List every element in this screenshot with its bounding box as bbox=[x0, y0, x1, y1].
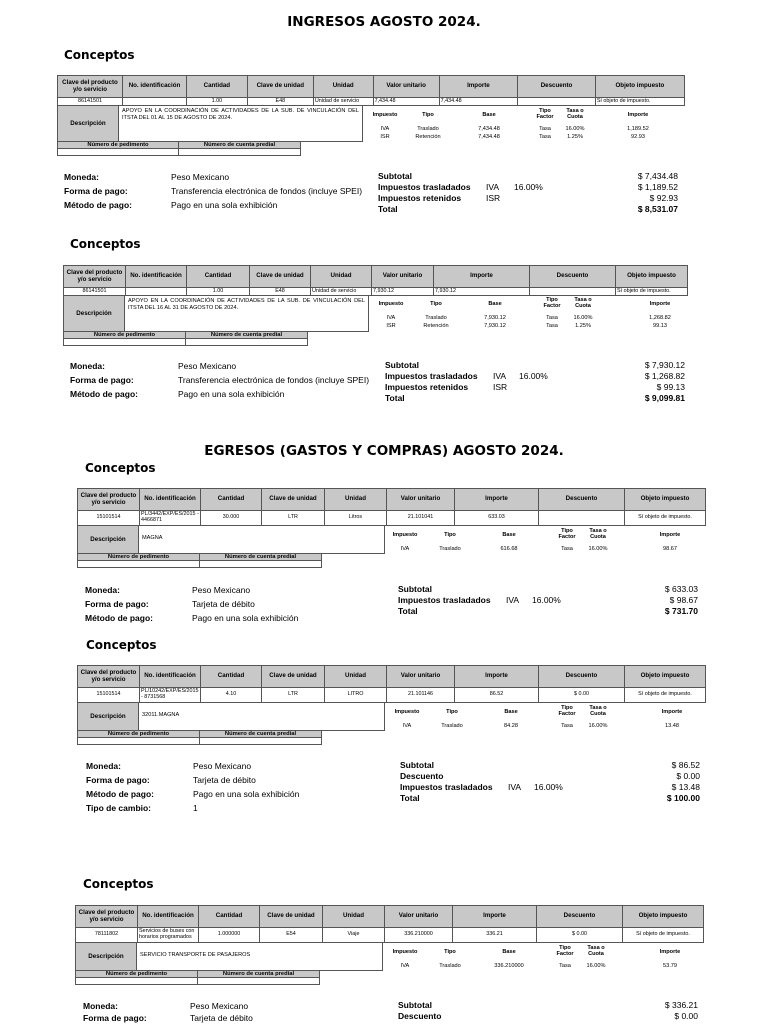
totals bbox=[400, 760, 700, 806]
moneda-label: Moneda: bbox=[86, 761, 121, 771]
pedimento-label: Número de pedimento bbox=[77, 731, 200, 738]
tax-impuesto: IVA bbox=[400, 546, 410, 552]
tax-tasa: 16.00% bbox=[573, 315, 593, 321]
col-valor-unitario: Valor unitario bbox=[385, 906, 453, 928]
tax-col-factor: Tipo Factor bbox=[536, 108, 554, 121]
description-label: Descripción bbox=[77, 526, 139, 554]
col-importe: Importe bbox=[434, 266, 530, 288]
concept-header-table bbox=[75, 905, 704, 943]
tax-base: 7,434.48 bbox=[478, 126, 500, 132]
conceptos-heading: Conceptos bbox=[83, 877, 154, 891]
tax-breakdown bbox=[370, 108, 685, 148]
cell-importe: 336.21 bbox=[453, 928, 537, 943]
cuenta-predial-value bbox=[186, 339, 308, 346]
cell-clave: 78111802 bbox=[76, 928, 138, 943]
tax-tasa: 16.00% bbox=[586, 963, 606, 969]
metodo-pago-value: Pago en una sola exhibición bbox=[192, 613, 299, 623]
cell-unidad: Litros bbox=[325, 511, 387, 526]
tax-col-base: Base bbox=[502, 949, 516, 955]
cuenta-predial-label: Número de cuenta predial bbox=[179, 142, 301, 149]
tax-col-factor: Tipo Factor bbox=[556, 945, 574, 958]
concept-header-table bbox=[77, 665, 706, 703]
cell-clave: 15101514 bbox=[78, 511, 140, 526]
pedimento-value-row bbox=[77, 561, 705, 568]
cell-no-id bbox=[126, 288, 187, 296]
descuento-value: $ 0.00 bbox=[674, 1011, 698, 1021]
total-value: $ 731.70 bbox=[664, 606, 698, 616]
tax-col-base: Base bbox=[502, 532, 516, 538]
metodo-pago-label: Método de pago: bbox=[85, 613, 153, 623]
col-clave-producto: Clave del producto y/o servicio bbox=[58, 76, 123, 98]
totals bbox=[378, 171, 678, 217]
tax-col-impuesto: Impuesto bbox=[394, 709, 420, 715]
col-no-identificacion: No. identificación bbox=[140, 666, 201, 688]
trasladados-impuesto: IVA bbox=[506, 595, 520, 605]
tax-col-factor: Tipo Factor bbox=[558, 528, 576, 541]
cell-cantidad: 1.000000 bbox=[199, 928, 260, 943]
cell-descuento bbox=[530, 288, 616, 296]
tax-importe: 1,189.52 bbox=[627, 126, 649, 132]
total-label: Total bbox=[400, 793, 420, 803]
trasladados-impuesto: IVA bbox=[486, 182, 500, 192]
egresos-title: EGRESOS (GASTOS Y COMPRAS) AGOSTO 2024. bbox=[204, 443, 564, 459]
description-text: APOYO EN LA COORDINACIÓN DE ACTIVIDADES DE LA SUB. DE VINCULACIÓN DEL ITSTA DEL 01 AL 15 DE AGOSTO DE 2024. bbox=[119, 106, 363, 142]
cell-unidad: LITRO bbox=[325, 688, 387, 703]
cell-objeto: Sí objeto de impuesto. bbox=[616, 288, 688, 296]
forma-pago-label: Forma de pago: bbox=[86, 775, 150, 785]
total-value: $ 9,099.81 bbox=[644, 393, 685, 403]
col-importe: Importe bbox=[453, 906, 537, 928]
trasladados-tasa: 16.00% bbox=[519, 371, 548, 381]
pedimento-value bbox=[63, 339, 186, 346]
cell-objeto: Sí objeto de impuesto. bbox=[623, 928, 704, 943]
col-no-identificacion: No. identificación bbox=[138, 906, 199, 928]
subtotal-label: Subtotal bbox=[398, 584, 432, 594]
forma-pago-value: Tarjeta de débito bbox=[192, 599, 255, 609]
col-importe: Importe bbox=[439, 76, 518, 98]
retenidos-label: Impuestos retenidos bbox=[378, 193, 462, 203]
tax-tasa: 1.25% bbox=[567, 134, 583, 140]
col-cantidad: Cantidad bbox=[201, 489, 262, 511]
moneda-label: Moneda: bbox=[70, 361, 105, 371]
description-label: Descripción bbox=[77, 703, 139, 731]
col-cantidad: Cantidad bbox=[186, 76, 247, 98]
col-unidad: Unidad bbox=[313, 76, 373, 98]
conceptos-heading: Conceptos bbox=[85, 461, 156, 475]
trasladados-label: Impuestos trasladados bbox=[385, 371, 478, 381]
descuento-label: Descuento bbox=[398, 1011, 442, 1021]
tax-factor: Tasa bbox=[561, 723, 573, 729]
tax-tasa: 16.00% bbox=[565, 126, 585, 132]
metodo-pago-value: Pago en una sola exhibición bbox=[193, 789, 300, 799]
cell-clave-unidad: E54 bbox=[260, 928, 323, 943]
tax-factor: Tasa bbox=[546, 315, 558, 321]
forma-pago-label: Forma de pago: bbox=[64, 186, 128, 196]
totals bbox=[385, 360, 685, 406]
pedimento-value-row bbox=[75, 978, 703, 985]
pedimento-label: Número de pedimento bbox=[63, 332, 186, 339]
tax-tasa: 1.25% bbox=[575, 323, 591, 329]
tax-tipo: Traslado bbox=[417, 126, 439, 132]
tax-tipo: Traslado bbox=[439, 963, 461, 969]
cuenta-predial-label: Número de cuenta predial bbox=[198, 971, 320, 978]
tax-col-factor: Tipo Factor bbox=[558, 705, 576, 718]
conceptos-heading: Conceptos bbox=[64, 48, 135, 62]
col-clave-producto: Clave del producto y/o servicio bbox=[76, 906, 138, 928]
tax-breakdown bbox=[374, 297, 687, 337]
col-clave-unidad: Clave de unidad bbox=[247, 76, 313, 98]
total-value: $ 8,531.07 bbox=[637, 204, 678, 214]
retenidos-impuesto: ISR bbox=[493, 382, 508, 392]
cell-valor-unitario: 7,930.12 bbox=[372, 288, 434, 296]
cell-clave-unidad: LTR bbox=[262, 688, 325, 703]
cell-no-id bbox=[123, 98, 187, 106]
cuenta-predial-label: Número de cuenta predial bbox=[200, 731, 322, 738]
tax-col-importe: Importe bbox=[627, 112, 649, 118]
tax-col-importe: Importe bbox=[649, 301, 671, 307]
trasladados-value: $ 13.48 bbox=[671, 782, 700, 792]
subtotal-value: $ 633.03 bbox=[664, 584, 698, 594]
payment-info bbox=[85, 584, 385, 624]
col-no-identificacion: No. identificación bbox=[126, 266, 187, 288]
cuenta-predial-value bbox=[179, 149, 301, 156]
col-no-identificacion: No. identificación bbox=[123, 76, 187, 98]
trasladados-label: Impuestos trasladados bbox=[400, 782, 493, 792]
col-no-identificacion: No. identificación bbox=[140, 489, 201, 511]
tax-impuesto: IVA bbox=[380, 126, 390, 132]
description-label: Descripción bbox=[57, 106, 119, 142]
tax-base: 7,434.48 bbox=[478, 134, 500, 140]
ingresos-title: INGRESOS AGOSTO 2024. bbox=[287, 14, 481, 30]
tax-col-base: Base bbox=[504, 709, 518, 715]
cell-importe: 633.03 bbox=[455, 511, 539, 526]
tax-base: 336.210000 bbox=[494, 963, 524, 969]
total-label: Total bbox=[378, 204, 398, 214]
tax-base: 7,930.12 bbox=[484, 315, 506, 321]
pedimento-value-row bbox=[63, 339, 687, 346]
cell-importe: 86.52 bbox=[455, 688, 539, 703]
col-descuento: Descuento bbox=[537, 906, 623, 928]
col-objeto-impuesto: Objeto impuesto bbox=[625, 666, 706, 688]
col-clave-producto: Clave del producto y/o servicio bbox=[78, 489, 140, 511]
tax-importe: 1,268.82 bbox=[649, 315, 671, 321]
cuenta-predial-label: Número de cuenta predial bbox=[186, 332, 308, 339]
trasladados-tasa: 16.00% bbox=[534, 782, 563, 792]
cell-objeto: Sí objeto de impuesto. bbox=[595, 98, 684, 106]
subtotal-value: $ 336.21 bbox=[664, 1000, 698, 1010]
retenidos-label: Impuestos retenidos bbox=[385, 382, 469, 392]
tax-tasa: 16.00% bbox=[588, 546, 608, 552]
col-valor-unitario: Valor unitario bbox=[373, 76, 439, 98]
cell-unidad: Unidad de servicio bbox=[313, 98, 373, 106]
metodo-pago-value: Pago en una sola exhibición bbox=[171, 200, 278, 210]
col-importe: Importe bbox=[455, 489, 539, 511]
cell-objeto: Sí objeto de impuesto. bbox=[625, 688, 706, 703]
pedimento-value bbox=[57, 149, 179, 156]
tax-impuesto: IVA bbox=[402, 723, 412, 729]
trasladados-tasa: 16.00% bbox=[532, 595, 561, 605]
col-objeto-impuesto: Objeto impuesto bbox=[623, 906, 704, 928]
col-unidad: Unidad bbox=[325, 489, 387, 511]
total-label: Total bbox=[385, 393, 405, 403]
subtotal-label: Subtotal bbox=[385, 360, 419, 370]
col-clave-unidad: Clave de unidad bbox=[262, 666, 325, 688]
cell-importe: 7,434.48 bbox=[439, 98, 518, 106]
trasladados-value: $ 98.67 bbox=[669, 595, 698, 605]
tipo-cambio-value: 1 bbox=[193, 803, 198, 813]
tax-col-tasa: Tasa o Cuota bbox=[574, 297, 592, 310]
tax-factor: Tasa bbox=[539, 126, 551, 132]
cell-clave-unidad: E48 bbox=[247, 98, 313, 106]
tax-base: 7,930.12 bbox=[484, 323, 506, 329]
moneda-value: Peso Mexicano bbox=[171, 172, 230, 182]
cell-unidad: Viaje bbox=[323, 928, 385, 943]
tax-tipo: Retención bbox=[415, 134, 441, 140]
moneda-value: Peso Mexicano bbox=[178, 361, 237, 371]
tax-factor: Tasa bbox=[559, 963, 571, 969]
pedimento-value-row bbox=[57, 149, 685, 156]
description-label: Descripción bbox=[75, 943, 137, 971]
tax-col-tipo: Tipo bbox=[446, 709, 458, 715]
tax-base: 84.28 bbox=[504, 723, 518, 729]
tax-col-impuesto: Impuesto bbox=[392, 949, 418, 955]
subtotal-value: $ 86.52 bbox=[671, 760, 700, 770]
cell-clave: 86141501 bbox=[64, 288, 126, 296]
tax-col-tipo: Tipo bbox=[430, 301, 442, 307]
total-value: $ 100.00 bbox=[666, 793, 700, 803]
col-cantidad: Cantidad bbox=[201, 666, 262, 688]
tax-importe: 53.79 bbox=[663, 963, 677, 969]
forma-pago-value: Transferencia electrónica de fondos (incluye SPEI) bbox=[171, 186, 363, 196]
col-objeto-impuesto: Objeto impuesto bbox=[625, 489, 706, 511]
tax-factor: Tasa bbox=[561, 546, 573, 552]
tax-col-impuesto: Impuesto bbox=[392, 532, 418, 538]
tax-tipo: Retención bbox=[423, 323, 449, 329]
subtotal-value: $ 7,930.12 bbox=[644, 360, 685, 370]
tax-col-importe: Importe bbox=[661, 709, 683, 715]
tipo-cambio-label: Tipo de cambio: bbox=[86, 803, 152, 813]
moneda-value: Peso Mexicano bbox=[190, 1001, 249, 1011]
tax-col-tipo: Tipo bbox=[422, 112, 434, 118]
subtotal-label: Subtotal bbox=[398, 1000, 432, 1010]
payment-info bbox=[64, 171, 364, 211]
col-descuento: Descuento bbox=[530, 266, 616, 288]
description-text: SERVICIO TRANSPORTE DE PASAJEROS bbox=[137, 943, 383, 971]
tax-col-tasa: Tasa o Cuota bbox=[589, 528, 607, 541]
forma-pago-value: Tarjeta de débito bbox=[190, 1013, 253, 1023]
forma-pago-label: Forma de pago: bbox=[70, 375, 134, 385]
cell-clave-unidad: LTR bbox=[262, 511, 325, 526]
moneda-label: Moneda: bbox=[64, 172, 99, 182]
forma-pago-value: Transferencia electrónica de fondos (incluye SPEI) bbox=[178, 375, 370, 385]
concept-header-table bbox=[57, 75, 685, 106]
cell-importe: 7,930.12 bbox=[434, 288, 530, 296]
cell-cantidad: 4.10 bbox=[201, 688, 262, 703]
moneda-value: Peso Mexicano bbox=[192, 585, 251, 595]
col-clave-unidad: Clave de unidad bbox=[262, 489, 325, 511]
forma-pago-value: Tarjeta de débito bbox=[193, 775, 256, 785]
tax-factor: Tasa bbox=[546, 323, 558, 329]
tax-importe: 99.13 bbox=[653, 323, 667, 329]
tax-factor: Tasa bbox=[539, 134, 551, 140]
tax-impuesto: ISR bbox=[380, 134, 390, 140]
totals bbox=[398, 584, 698, 620]
trasladados-impuesto: IVA bbox=[508, 782, 522, 792]
tax-breakdown bbox=[388, 945, 703, 975]
trasladados-label: Impuestos trasladados bbox=[398, 595, 491, 605]
pedimento-value-row bbox=[77, 738, 705, 745]
payment-info bbox=[70, 360, 370, 400]
moneda-label: Moneda: bbox=[83, 1001, 118, 1011]
pedimento-value bbox=[77, 561, 200, 568]
forma-pago-label: Forma de pago: bbox=[85, 599, 149, 609]
subtotal-label: Subtotal bbox=[378, 171, 412, 181]
cell-no-id: PL/3442/EXP/ES/2015 - 4466871 bbox=[140, 511, 201, 526]
cuenta-predial-value bbox=[198, 978, 320, 985]
col-clave-producto: Clave del producto y/o servicio bbox=[64, 266, 126, 288]
payment-info bbox=[86, 760, 386, 816]
moneda-label: Moneda: bbox=[85, 585, 120, 595]
trasladados-value: $ 1,268.82 bbox=[644, 371, 685, 381]
cell-clave: 15101514 bbox=[78, 688, 140, 703]
tax-col-tipo: Tipo bbox=[444, 532, 456, 538]
cell-no-id: Servicios de buses con horarios programados bbox=[138, 928, 199, 943]
cell-cantidad: 1.00 bbox=[187, 288, 250, 296]
conceptos-heading: Conceptos bbox=[70, 237, 141, 251]
col-clave-unidad: Clave de unidad bbox=[260, 906, 323, 928]
payment-info bbox=[83, 1000, 383, 1024]
moneda-value: Peso Mexicano bbox=[193, 761, 252, 771]
description-label: Descripción bbox=[63, 296, 125, 332]
forma-pago-label: Forma de pago: bbox=[83, 1013, 147, 1023]
tax-importe: 13.48 bbox=[665, 723, 679, 729]
cell-clave-unidad: E48 bbox=[250, 288, 311, 296]
cell-objeto: Sí objeto de impuesto. bbox=[625, 511, 706, 526]
cell-valor-unitario: 7,434.48 bbox=[373, 98, 439, 106]
col-descuento: Descuento bbox=[539, 489, 625, 511]
cuenta-predial-label: Número de cuenta predial bbox=[200, 554, 322, 561]
metodo-pago-label: Método de pago: bbox=[86, 789, 154, 799]
cell-cantidad: 1.00 bbox=[186, 98, 247, 106]
cell-descuento: $ 0.00 bbox=[537, 928, 623, 943]
tax-col-tipo: Tipo bbox=[444, 949, 456, 955]
cell-descuento: $ 0.00 bbox=[539, 688, 625, 703]
col-unidad: Unidad bbox=[311, 266, 372, 288]
pedimento-label: Número de pedimento bbox=[75, 971, 198, 978]
cuenta-predial-value bbox=[200, 561, 322, 568]
metodo-pago-value: Pago en una sola exhibición bbox=[178, 389, 285, 399]
tax-importe: 98.67 bbox=[663, 546, 677, 552]
tax-tasa: 16.00% bbox=[588, 723, 608, 729]
cell-no-id: PL/10242/EXP/ES/2015 - 8731568 bbox=[140, 688, 201, 703]
concept-header-table bbox=[77, 488, 706, 526]
tax-col-factor: Tipo Factor bbox=[543, 297, 561, 310]
tax-col-impuesto: Impuesto bbox=[372, 112, 398, 118]
trasladados-tasa: 16.00% bbox=[514, 182, 543, 192]
tax-base: 616.68 bbox=[500, 546, 518, 552]
trasladados-value: $ 1,189.52 bbox=[637, 182, 678, 192]
trasladados-impuesto: IVA bbox=[493, 371, 507, 381]
col-valor-unitario: Valor unitario bbox=[387, 666, 455, 688]
retenidos-impuesto: ISR bbox=[486, 193, 501, 203]
concept-header-table bbox=[63, 265, 688, 296]
retenidos-value: $ 99.13 bbox=[656, 382, 685, 392]
description-text: MAGNA bbox=[139, 526, 385, 554]
col-descuento: Descuento bbox=[539, 666, 625, 688]
col-objeto-impuesto: Objeto impuesto bbox=[616, 266, 688, 288]
subtotal-value: $ 7,434.48 bbox=[637, 171, 678, 181]
tax-tipo: Traslado bbox=[439, 546, 461, 552]
totals bbox=[398, 1000, 698, 1024]
col-valor-unitario: Valor unitario bbox=[372, 266, 434, 288]
tax-impuesto: ISR bbox=[386, 323, 396, 329]
pedimento-value bbox=[75, 978, 198, 985]
col-cantidad: Cantidad bbox=[187, 266, 250, 288]
cell-descuento bbox=[518, 98, 596, 106]
cell-valor-unitario: 21.101041 bbox=[387, 511, 455, 526]
total-label: Total bbox=[398, 606, 418, 616]
tax-col-tasa: Tasa o Cuota bbox=[589, 705, 607, 718]
cuenta-predial-value bbox=[200, 738, 322, 745]
cell-descuento bbox=[539, 511, 625, 526]
tax-col-importe: Importe bbox=[659, 949, 681, 955]
metodo-pago-label: Método de pago: bbox=[64, 200, 132, 210]
descuento-value: $ 0.00 bbox=[676, 771, 700, 781]
tax-col-base: Base bbox=[482, 112, 496, 118]
tax-tipo: Traslado bbox=[441, 723, 463, 729]
tax-breakdown bbox=[388, 528, 703, 558]
descuento-label: Descuento bbox=[400, 771, 444, 781]
col-cantidad: Cantidad bbox=[199, 906, 260, 928]
cell-valor-unitario: 336.210000 bbox=[385, 928, 453, 943]
tax-col-base: Base bbox=[488, 301, 502, 307]
col-importe: Importe bbox=[455, 666, 539, 688]
tax-importe: 92.93 bbox=[631, 134, 645, 140]
retenidos-value: $ 92.93 bbox=[649, 193, 678, 203]
col-objeto-impuesto: Objeto impuesto bbox=[595, 76, 684, 98]
cell-unidad: Unidad de servicio bbox=[311, 288, 372, 296]
description-text: APOYO EN LA COORDINACIÓN DE ACTIVIDADES DE LA SUB. DE VINCULACIÓN DEL ITSTA DEL 16 AL 31 DE AGOSTO DE 2024. bbox=[125, 296, 369, 332]
trasladados-label: Impuestos trasladados bbox=[378, 182, 471, 192]
cell-valor-unitario: 21.101146 bbox=[387, 688, 455, 703]
pedimento-label: Número de pedimento bbox=[57, 142, 179, 149]
tax-tipo: Traslado bbox=[425, 315, 447, 321]
conceptos-heading: Conceptos bbox=[86, 638, 157, 652]
col-unidad: Unidad bbox=[325, 666, 387, 688]
tax-col-tasa: Tasa o Cuota bbox=[566, 108, 584, 121]
tax-impuesto: IVA bbox=[400, 963, 410, 969]
tax-col-tasa: Tasa o Cuota bbox=[587, 945, 605, 958]
tax-col-impuesto: Impuesto bbox=[378, 301, 404, 307]
col-clave-unidad: Clave de unidad bbox=[250, 266, 311, 288]
col-valor-unitario: Valor unitario bbox=[387, 489, 455, 511]
col-descuento: Descuento bbox=[518, 76, 596, 98]
col-unidad: Unidad bbox=[323, 906, 385, 928]
tax-col-importe: Importe bbox=[659, 532, 681, 538]
pedimento-label: Número de pedimento bbox=[77, 554, 200, 561]
col-clave-producto: Clave del producto y/o servicio bbox=[78, 666, 140, 688]
pedimento-value bbox=[77, 738, 200, 745]
cell-cantidad: 30.000 bbox=[201, 511, 262, 526]
tax-breakdown bbox=[390, 705, 705, 735]
cell-clave: 86141501 bbox=[58, 98, 123, 106]
metodo-pago-label: Método de pago: bbox=[70, 389, 138, 399]
subtotal-label: Subtotal bbox=[400, 760, 434, 770]
tax-impuesto: IVA bbox=[386, 315, 396, 321]
description-text: 32011.MAGNA bbox=[139, 703, 385, 731]
